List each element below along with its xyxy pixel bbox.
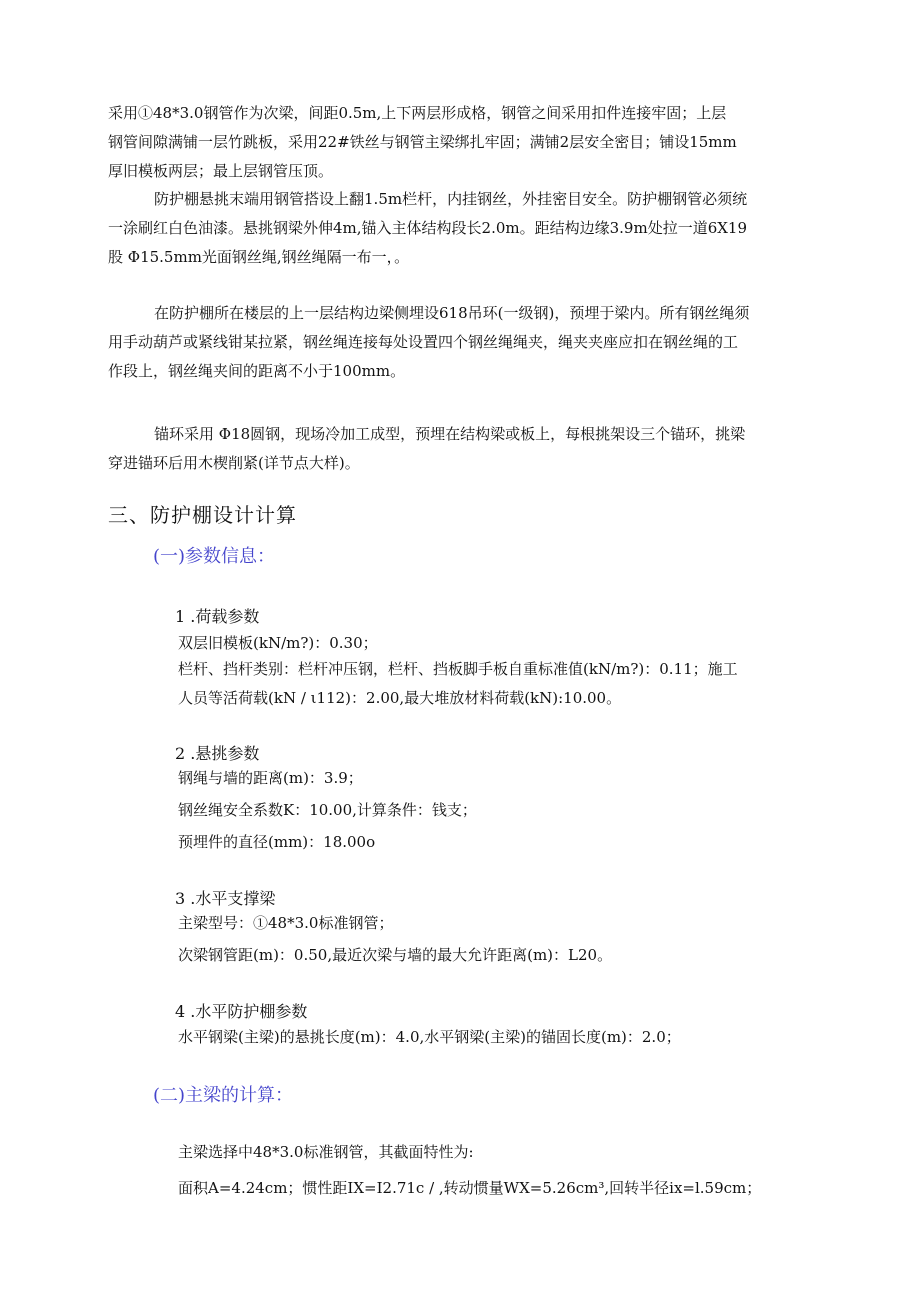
param-line: 次梁钢管距(m)：0.50,最近次梁与墙的最大允许距离(m)：L20。	[178, 946, 613, 964]
text-line: 用手动葫芦或紧线钳某拉紧，钢丝绳连接每处设置四个钢丝绳绳夹，绳夹夹座应扣在钢丝绳的工	[108, 333, 739, 351]
subsection-title-main-beam: (二)主梁的计算：	[153, 1085, 294, 1106]
text-line: 面积A=4.24cm；惯性距IX=I2.71c / ,转动惯量WX=5.26cm³,回转半径ix=l.59cm；	[178, 1179, 762, 1197]
param-line: 主梁型号：①48*3.0标准钢管；	[178, 914, 394, 932]
group-title-shelter: 4 .水平防护棚参数	[175, 1002, 308, 1021]
param-line: 水平钢梁(主梁)的悬挑长度(m)：4.0,水平钢梁(主梁)的锚固长度(m)：2.0；	[178, 1028, 681, 1046]
text-line: 作段上，钢丝绳夹间的距离不小于100mm。	[108, 362, 406, 380]
param-line-wrap	[178, 655, 828, 713]
text-line: 防护棚悬挑末端用钢管搭设上翻1.5m栏杆，内挂钢丝，外挂密目安全。防护棚钢管必须统	[154, 190, 748, 208]
text-line: 股 Φ15.5mm光面钢丝绳,钢丝绳隔一布一，。	[108, 248, 410, 266]
text-line: 一涂刷红白色油漆。悬挑钢梁外伸4m,锚入主体结构段长2.0m。距结构边缘3.9m处拉一道6X19	[108, 219, 748, 237]
section-title: 三、防护棚设计计算	[108, 503, 297, 527]
paragraph-secondary-beam	[108, 99, 820, 186]
group-title-cantilever: 2 .悬挑参数	[175, 744, 260, 763]
text-line: 钢管间隙满铺一层竹跳板，采用22#铁丝与钢管主梁绑扎牢固；满铺2层安全密目；铺设15mm	[108, 133, 737, 151]
text-line: 主梁选择中48*3.0标准钢管，其截面特性为:	[178, 1143, 474, 1161]
paragraph-lifting-ring	[108, 299, 820, 386]
text-line: 穿进锚环后用木楔削紧(详节点大样)。	[108, 454, 360, 472]
param-line: 双层旧模板(kN/m?)：0.30；	[178, 634, 378, 652]
param-line: 预埋件的直径(mm)：18.00o	[178, 833, 376, 851]
text-line: 栏杆、挡杆类别：栏杆冲压钢，栏杆、挡板脚手板自重标准值(kN/m?)：0.11；施工	[178, 660, 738, 678]
param-line: 钢绳与墙的距离(m)：3.9；	[178, 769, 363, 787]
text-line: 在防护棚所在楼层的上一层结构边梁侧埋设618吊环(一级钢)，预埋于梁内。所有钢丝绳须	[154, 304, 750, 322]
text-line: 锚环采用 Φ18圆钢，现场冷加工成型，预埋在结构梁或板上，每根挑架设三个锚环，挑梁	[154, 425, 746, 443]
paragraph-railing	[108, 185, 820, 272]
text-line: 厚旧模板两层；最上层钢管压顶。	[108, 162, 334, 180]
text-line: 采用①48*3.0钢管作为次梁，间距0.5m,上下两层形成格，钢管之间采用扣件连接牢固；上层	[108, 104, 727, 122]
group-title-load: 1 .荷载参数	[175, 607, 260, 626]
paragraph-anchor-ring	[108, 420, 820, 478]
group-title-support-beam: 3 .水平支撑梁	[175, 889, 276, 908]
text-line: 人员等活荷载(kN / ι112)：2.00,最大堆放材料荷载(kN):10.00。	[178, 689, 622, 707]
subsection-title-parameters: (一)参数信息：	[153, 546, 276, 567]
param-line: 钢丝绳安全系数K：10.00,计算条件：钱支；	[178, 801, 477, 819]
